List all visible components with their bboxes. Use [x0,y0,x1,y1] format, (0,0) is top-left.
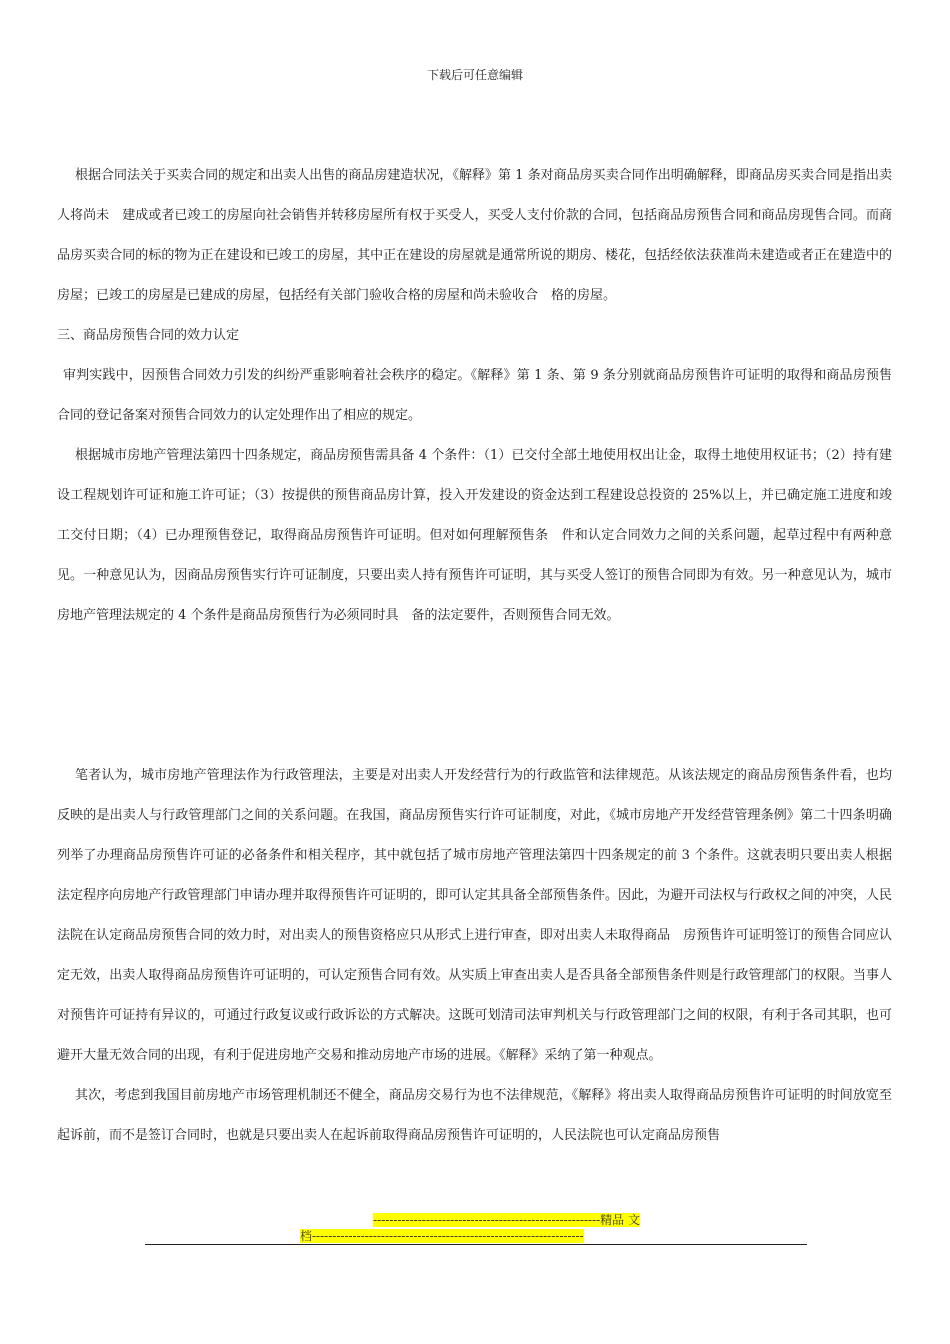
page-header: 下载后可任意编辑 [426,68,523,82]
footer-line-1: --------------------------------------------------------精品 文 [373,1213,640,1227]
footer-highlight [300,1212,650,1244]
paragraph-commodity-housing-definition: 根据合同法关于买卖合同的规定和出卖人出售的商品房建造状况，《解释》第 1 条对商品房买卖合同作出明确解释，即商品房买卖合同是指出卖人将尚未 建成或者已竣工的房屋向社会销售并转移房屋所有权于买受人，买受人支付价款的合同，包括商品房预售合同和商品房现售合同。而商品房买卖合同的标的物为正在建设和已竣工的房屋，其中正在建设的房屋就是通常所说的期房、楼花，包括经依法获准尚未建造或者正在建造中的房屋；已竣工的房屋是已建成的房屋，包括经有关部门验收合格的房屋和尚未验收合 格的房屋。 [57,168,892,303]
paragraph-secondly: 其次，考虑到我国目前房地产市场管理机制还不健全，商品房交易行为也不法律规范，《解释》将出卖人取得商品房预售许可证明的时间放宽至起诉前，而不是签订合同时，也就是只要出卖人在起诉前取得商品房预售许可证明的，人民法院也可认定商品房预售 [57,1088,892,1143]
paragraph-presale-conditions: 根据城市房地产管理法第四十四条规定，商品房预售需具备 4 个条件：（1）已交付全部土地使用权出让金，取得土地使用权证书；（2）持有建设工程规划许可证和施工许可证；（3）按提供的预售商品房计算，投入开发建设的资金达到工程建设总投资的 25%以上，并已确定施工进度和竣工交付日期；（4）已办理预售登记，取得商品房预售许可证明。但对如何理解预售条 件和认定合同效力之间的关系问题，起草过程中有两种意见。一种意见认为，因商品房预售实行许可证制度，只要出卖人持有预售许可证明，其与买受人签订的预售合同即为有效。另一种意见认为，城市房地产管理法规定的 4 个条件是商品房预售行为必须同时具 备的法定要件，否则预售合同无效。 [57,448,892,623]
footer-divider [145,1244,807,1245]
paragraph-author-opinion: 笔者认为，城市房地产管理法作为行政管理法，主要是对出卖人开发经营行为的行政监管和法律规范。从该法规定的商品房预售条件看，也均反映的是出卖人与行政管理部门之间的关系问题。在我国，商品房预售实行许可证制度，对此，《城市房地产开发经营管理条例》第二十四条明确列举了办理商品房预售许可证的必备条件和相关程序，其中就包括了城市房地产管理法第四十四条规定的前 3 个条件。这就表明只要出卖人根据法定程序向房地产行政管理部门申请办理并取得预售许可证明的，即可认定其具备全部预售条件。因此，为避开司法权与行政权之间的冲突，人民法院在认定商品房预售合同的效力时，对出卖人的预售资格应只从形式上进行审查，即对出卖人未取得商品 房预售许可证明签订的预售合同应认定无效，出卖人取得商品房预售许可证明的，可认定预售合同有效。从实质上审查出卖人是否具备全部预售条件则是行政管理部门的权限。当事人对预售许可证持有异议的，可通过行政复议或行政诉讼的方式解决。这既可划清司法审判机关与行政管理部门之间的权限，有利于各司其职，也可避开大量无效合同的出现，有利于促进房地产交易和推动房地产市场的进展。《解释》采纳了第一种观点。 [57,768,892,1063]
section-heading-3: 三、商品房预售合同的效力认定 [57,328,240,343]
paragraph-judicial-practice: 审判实践中，因预售合同效力引发的纠纷严重影响着社会秩序的稳定。《解释》第 1 条、第 9 条分别就商品房预售许可证明的取得和商品房预售合同的登记备案对预售合同效力的认定处理作出了相应的规定。 [57,368,892,423]
footer-line-2: 档------------------------------------------------------------------- [300,1229,584,1243]
body-block-1 [57,156,892,636]
body-block-2 [57,756,892,1156]
